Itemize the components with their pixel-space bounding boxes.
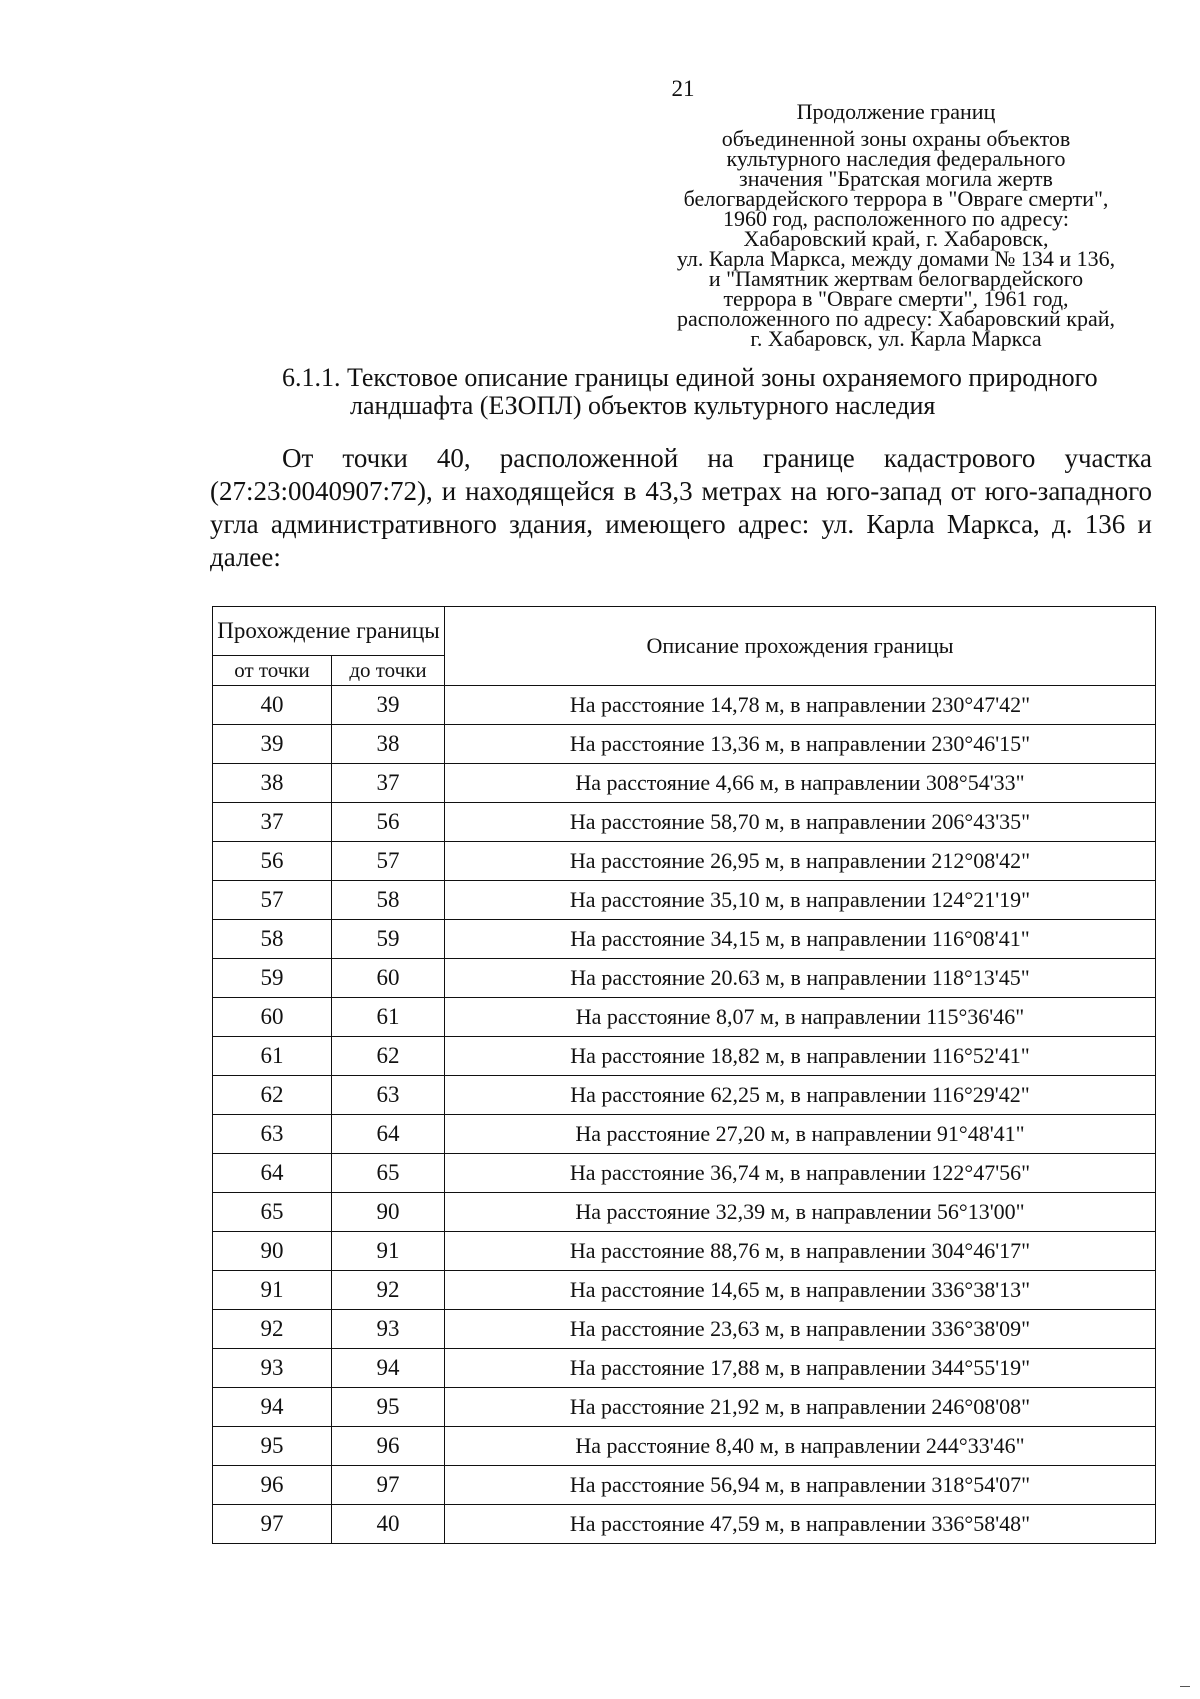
to-point-cell: 40 [332, 1505, 445, 1544]
from-point-cell: 56 [213, 842, 332, 881]
table-row [213, 1037, 1156, 1076]
from-point-cell: 39 [213, 725, 332, 764]
description-cell: На расстояние 27,20 м, в направлении 91°48'41" [445, 1115, 1156, 1154]
table-row [213, 959, 1156, 998]
to-point-cell: 63 [332, 1076, 445, 1115]
table-row [213, 686, 1156, 725]
from-point-cell: 57 [213, 881, 332, 920]
table-row [213, 1076, 1156, 1115]
from-point-cell: 90 [213, 1232, 332, 1271]
table-from-header: от точки [213, 656, 332, 686]
header-line: и "Памятник жертвам белогвардейского [708, 266, 1084, 291]
to-point-cell: 57 [332, 842, 445, 881]
from-point-cell: 95 [213, 1427, 332, 1466]
description-cell: На расстояние 36,74 м, в направлении 122°47'56" [445, 1154, 1156, 1193]
from-point-cell: 58 [213, 920, 332, 959]
from-point-cell: 40 [213, 686, 332, 725]
from-point-cell: 92 [213, 1310, 332, 1349]
header-line: ул. Карла Маркса, между домами № 134 и 136, [676, 246, 1116, 271]
description-cell: На расстояние 62,25 м, в направлении 116°29'42" [445, 1076, 1156, 1115]
table-row [213, 1232, 1156, 1271]
table-row [213, 1427, 1156, 1466]
section-number: 6.1.1. [282, 363, 341, 392]
description-cell: На расстояние 8,07 м, в направлении 115°36'46" [445, 998, 1156, 1037]
table-row [213, 920, 1156, 959]
description-cell: На расстояние 14,78 м, в направлении 230°47'42" [445, 686, 1156, 725]
to-point-cell: 61 [332, 998, 445, 1037]
header-line: значения "Братская могила жертв [739, 166, 1053, 191]
table-row [213, 1310, 1156, 1349]
from-point-cell: 97 [213, 1505, 332, 1544]
description-cell: На расстояние 17,88 м, в направлении 344°55'19" [445, 1349, 1156, 1388]
to-point-cell: 96 [332, 1427, 445, 1466]
from-point-cell: 65 [213, 1193, 332, 1232]
from-point-cell: 62 [213, 1076, 332, 1115]
description-cell: На расстояние 20.63 м, в направлении 118°13'45" [445, 959, 1156, 998]
table-row [213, 842, 1156, 881]
table-row [213, 725, 1156, 764]
description-cell: На расстояние 34,15 м, в направлении 116°08'41" [445, 920, 1156, 959]
from-point-cell: 63 [213, 1115, 332, 1154]
from-point-cell: 60 [213, 998, 332, 1037]
section-heading [282, 364, 1162, 420]
header-line: г. Хабаровск, ул. Карла Маркса [750, 326, 1042, 351]
table-row [213, 1349, 1156, 1388]
table-row [213, 1154, 1156, 1193]
header-title: Продолжение границ [796, 99, 996, 124]
table-row [213, 1193, 1156, 1232]
description-cell: На расстояние 13,36 м, в направлении 230°46'15" [445, 725, 1156, 764]
from-point-cell: 37 [213, 803, 332, 842]
table-row [213, 764, 1156, 803]
header-line: террора в "Овраге смерти", 1961 год, [723, 286, 1069, 311]
description-cell: На расстояние 47,59 м, в направлении 336°58'48" [445, 1505, 1156, 1544]
table-body [213, 686, 1156, 1544]
to-point-cell: 39 [332, 686, 445, 725]
description-cell: На расстояние 18,82 м, в направлении 116°52'41" [445, 1037, 1156, 1076]
description-cell: На расстояние 32,39 м, в направлении 56°13'00" [445, 1193, 1156, 1232]
table-description-header: Описание прохождения границы [445, 607, 1156, 686]
to-point-cell: 38 [332, 725, 445, 764]
header-line: 1960 год, расположенного по адресу: [722, 206, 1070, 231]
to-point-cell: 56 [332, 803, 445, 842]
page-number: 21 [671, 76, 695, 101]
from-point-cell: 91 [213, 1271, 332, 1310]
from-point-cell: 61 [213, 1037, 332, 1076]
description-cell: На расстояние 4,66 м, в направлении 308°54'33" [445, 764, 1156, 803]
section-title-line2: ландшафта (ЕЗОПЛ) объектов культурного наследия [350, 391, 936, 420]
to-point-cell: 58 [332, 881, 445, 920]
description-cell: На расстояние 21,92 м, в направлении 246°08'08" [445, 1388, 1156, 1427]
header-line: белогвардейского террора в "Овраге смерти", [683, 186, 1109, 211]
table-row [213, 881, 1156, 920]
to-point-cell: 65 [332, 1154, 445, 1193]
table-row [213, 1466, 1156, 1505]
to-point-cell: 91 [332, 1232, 445, 1271]
description-cell: На расстояние 35,10 м, в направлении 124°21'19" [445, 881, 1156, 920]
table-row [213, 1271, 1156, 1310]
header-line: культурного наследия федерального [726, 146, 1066, 171]
to-point-cell: 97 [332, 1466, 445, 1505]
from-point-cell: 93 [213, 1349, 332, 1388]
to-point-cell: 59 [332, 920, 445, 959]
boundary-table [212, 606, 1156, 1544]
header-line: Хабаровский край, г. Хабаровск, [743, 226, 1049, 251]
from-point-cell: 94 [213, 1388, 332, 1427]
to-point-cell: 64 [332, 1115, 445, 1154]
to-point-cell: 60 [332, 959, 445, 998]
description-cell: На расстояние 88,76 м, в направлении 304°46'17" [445, 1232, 1156, 1271]
from-point-cell: 96 [213, 1466, 332, 1505]
from-point-cell: 38 [213, 764, 332, 803]
table-row [213, 1115, 1156, 1154]
description-cell: На расстояние 8,40 м, в направлении 244°33'46" [445, 1427, 1156, 1466]
table-row [213, 803, 1156, 842]
from-point-cell: 64 [213, 1154, 332, 1193]
to-point-cell: 95 [332, 1388, 445, 1427]
scan-edge-mark [1180, 1686, 1190, 1687]
table-row [213, 998, 1156, 1037]
description-cell: На расстояние 26,95 м, в направлении 212°08'42" [445, 842, 1156, 881]
to-point-cell: 62 [332, 1037, 445, 1076]
table-row [213, 1505, 1156, 1544]
description-cell: На расстояние 56,94 м, в направлении 318°54'07" [445, 1466, 1156, 1505]
to-point-cell: 90 [332, 1193, 445, 1232]
to-point-cell: 93 [332, 1310, 445, 1349]
table-to-header: до точки [332, 656, 445, 686]
section-title-line1: Текстовое описание границы единой зоны охраняемого природного [347, 363, 1098, 392]
from-point-cell: 59 [213, 959, 332, 998]
table-row [213, 1388, 1156, 1427]
description-cell: На расстояние 58,70 м, в направлении 206°43'35" [445, 803, 1156, 842]
table-group-header: Прохождение границы [213, 607, 445, 656]
document-header [656, 99, 1136, 351]
intro-paragraph: От точки 40, расположенной на границе кадастрового участка (27:23:0040907:72), и находящейся в 43,3 метрах на юго-запад от юго-западного угла административного здания, имеющего адрес: ул. Карла Маркса, д. 136 и далее: [210, 443, 1152, 572]
to-point-cell: 37 [332, 764, 445, 803]
to-point-cell: 92 [332, 1271, 445, 1310]
description-cell: На расстояние 23,63 м, в направлении 336°38'09" [445, 1310, 1156, 1349]
header-line: объединенной зоны охраны объектов [721, 126, 1071, 151]
to-point-cell: 94 [332, 1349, 445, 1388]
description-cell: На расстояние 14,65 м, в направлении 336°38'13" [445, 1271, 1156, 1310]
header-line: расположенного по адресу: Хабаровский край, [676, 306, 1116, 331]
